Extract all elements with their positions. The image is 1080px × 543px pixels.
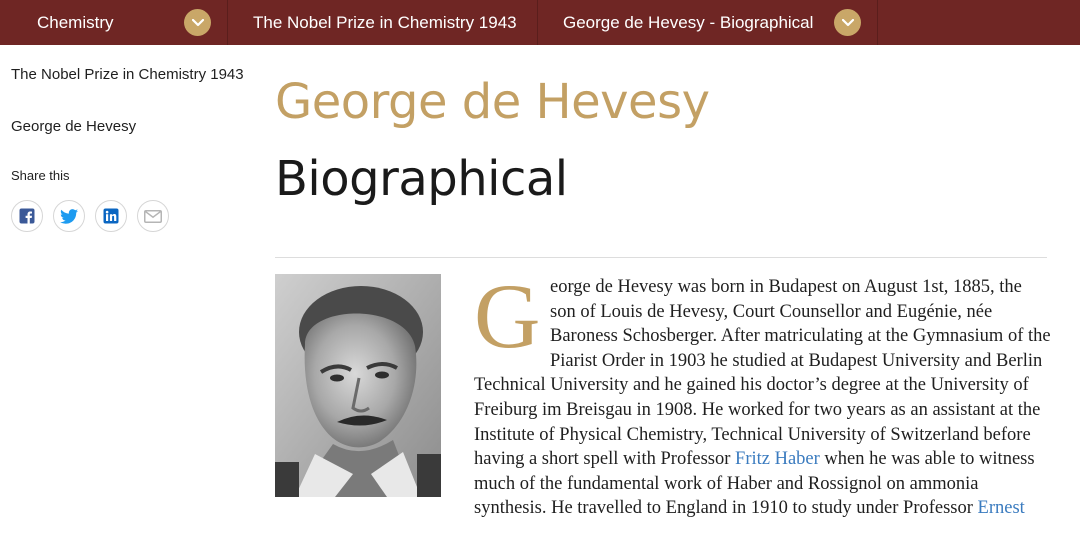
bio-paragraph-part-2: when he was able to witness much of the fundamental work of Haber and Rossignol on ammonia synthesis. He travelled to England in 1910 to study under Professor <box>474 449 1035 519</box>
share-buttons <box>11 200 261 232</box>
divider <box>275 257 1047 258</box>
portrait-image <box>275 274 441 497</box>
share-title: Share this <box>11 168 70 183</box>
nav-biographical[interactable] <box>538 0 878 45</box>
twitter-icon[interactable] <box>53 200 85 232</box>
sidebar-link-nobel-prize-1943[interactable]: The Nobel Prize in Chemistry 1943 <box>11 66 244 83</box>
sidebar-link-george-de-hevesy[interactable]: George de Hevesy <box>11 118 137 135</box>
nav-chemistry[interactable] <box>0 0 228 45</box>
email-icon[interactable] <box>137 200 169 232</box>
biography-text <box>474 265 1052 521</box>
drop-cap: G <box>474 265 541 367</box>
chevron-down-icon[interactable] <box>834 9 861 36</box>
link-ernest-rutherford[interactable]: Ernest <box>977 498 1025 519</box>
linkedin-icon[interactable] <box>95 200 127 232</box>
nav-prize-label: The Nobel Prize in Chemistry 1943 <box>253 12 517 32</box>
top-navigation <box>0 0 1080 45</box>
nav-nobel-prize-1943[interactable] <box>228 0 538 45</box>
bio-paragraph-part-1: eorge de Hevesy was born in Budapest on August 1st, 1885, the son of Louis de Hevesy, Court Counsellor and Eugénie, née Baroness Schosberger. After matriculating at the Gymnasium of the Piarist Order in 1903 he studied at Budapest University and Berlin Technical University and he gained his doctor’s degree at the University of Freiburg im Breisgau in 1908. He worked for two years as an assistant at the Institute of Physical Chemistry, Technical University of Switzerland before having a short spell with Professor <box>474 277 1051 470</box>
facebook-icon[interactable] <box>11 200 43 232</box>
page-title: George de Hevesy <box>275 74 710 130</box>
portrait-photo <box>275 274 441 497</box>
link-fritz-haber[interactable]: Fritz Haber <box>735 449 820 470</box>
page-subtitle: Biographical <box>275 151 568 207</box>
nav-biographical-label: George de Hevesy - Biographical <box>563 12 814 32</box>
nav-chemistry-label: Chemistry <box>37 12 114 32</box>
chevron-down-icon[interactable] <box>184 9 211 36</box>
sidebar <box>11 60 261 232</box>
